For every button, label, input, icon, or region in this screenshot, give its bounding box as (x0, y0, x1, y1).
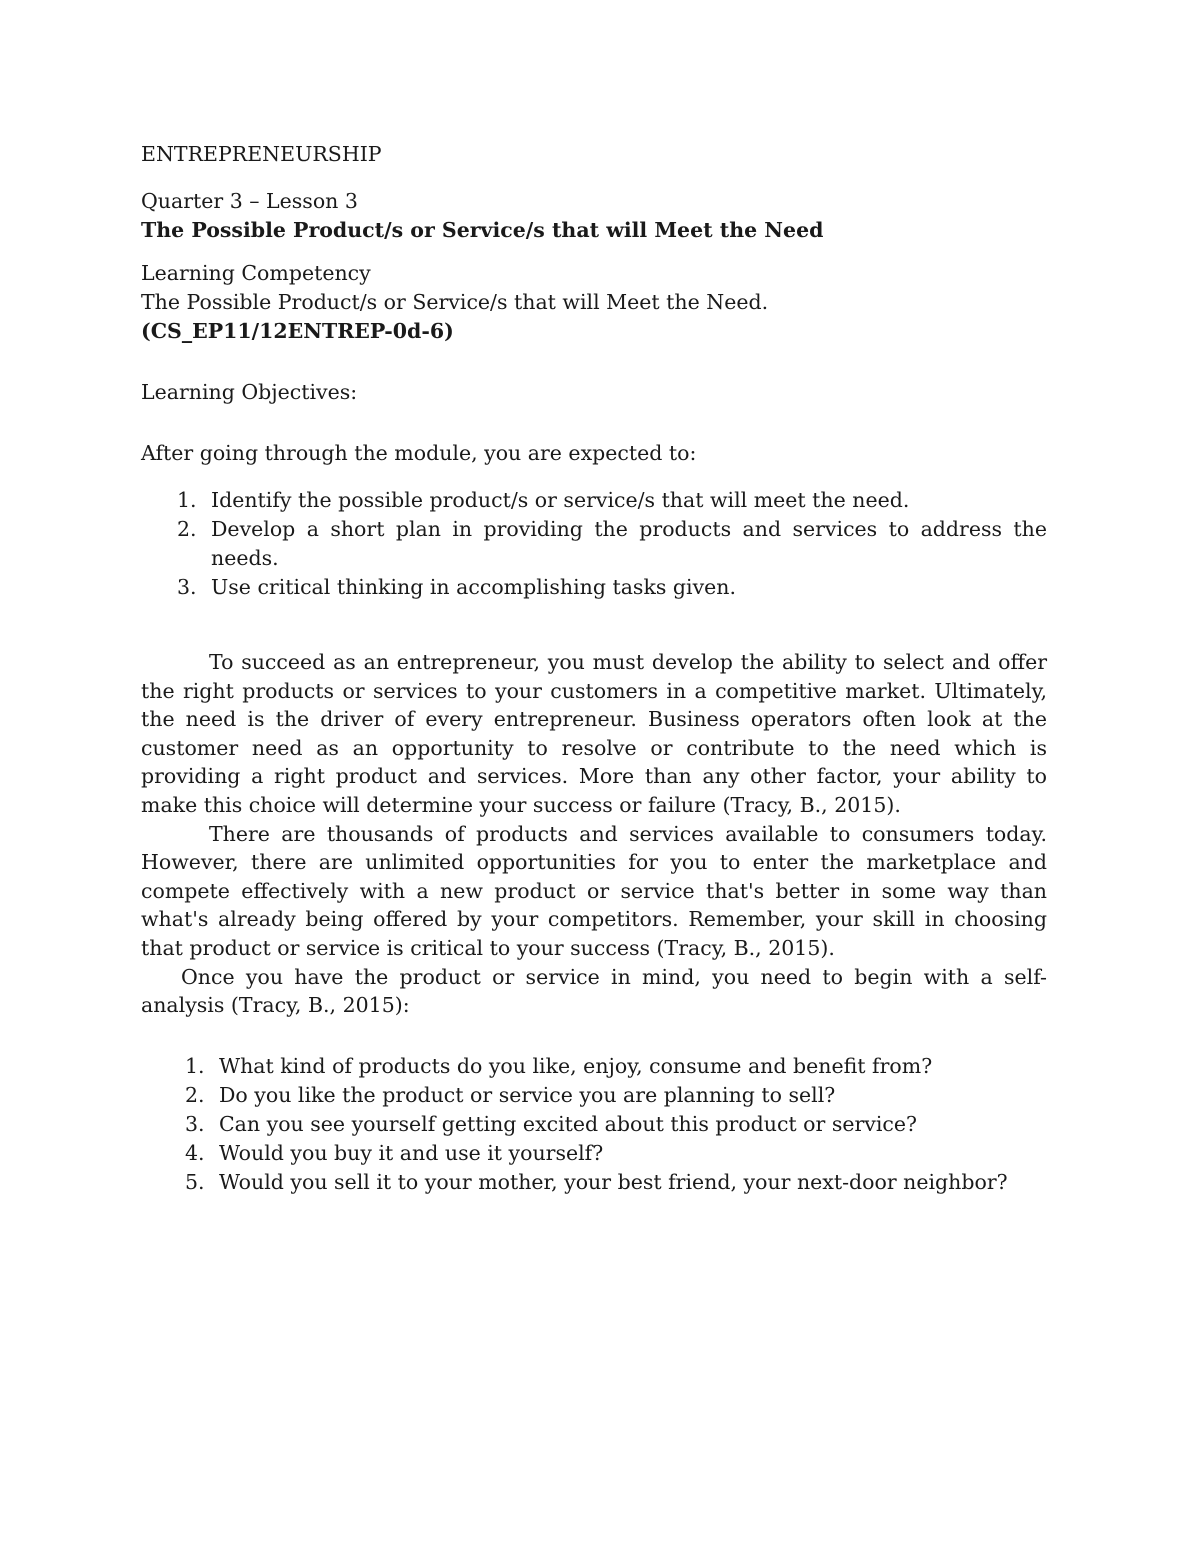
list-number: 4. (185, 1140, 205, 1165)
list-item (141, 1052, 1047, 1081)
document-page (141, 140, 1047, 1197)
list-number: 2. (185, 1082, 205, 1107)
list-number: 1. (177, 488, 197, 512)
list-item (141, 1110, 1047, 1139)
competency-code: (CS_EP11/12ENTREP-0d-6) (141, 319, 454, 343)
list-item (141, 486, 1047, 515)
objectives-list (141, 486, 1047, 602)
body-paragraph: Once you have the product or service in mind, you need to begin with a self-analysis (Tracy, B., 2015): (141, 964, 1047, 1018)
lesson-title: The Possible Product/s or Service/s that will Meet the Need (141, 218, 824, 242)
list-number: 3. (177, 575, 197, 599)
body-paragraph: There are thousands of products and services available to consumers today. However, there are unlimited opportunities for you to enter the marketplace and compete effectively with a new product or service that's better in some way than what's already being offered by your competitors. Remember, your skill in choosing that product or service is critical to your success (Tracy, B., 2015). (141, 821, 1047, 960)
list-item (141, 515, 1047, 573)
competency-text: The Possible Product/s or Service/s that will Meet the Need. (141, 290, 769, 314)
list-text: Can you see yourself getting excited about this product or service? (219, 1111, 918, 1136)
list-number: 5. (185, 1169, 205, 1194)
list-text: Use critical thinking in accomplishing tasks given. (211, 575, 737, 599)
list-text: Develop a short plan in providing the products and services to address the needs. (211, 517, 1047, 570)
self-analysis-questions (141, 1052, 1047, 1197)
list-text: Would you buy it and use it yourself? (219, 1140, 604, 1165)
quarter-lesson: Quarter 3 – Lesson 3 (141, 189, 358, 213)
objectives-heading: Learning Objectives: (141, 380, 358, 404)
body-paragraph: To succeed as an entrepreneur, you must develop the ability to select and offer the right products or services to your customers in a competitive market. Ultimately, the need is the driver of every entrepreneur. Business operators often look at the customer need as an opportunity to resolve or contribute to the need which is providing a right product and services. More than any other factor, your ability to make this choice will determine your success or failure (Tracy, B., 2015). (141, 650, 1047, 817)
list-text: Would you sell it to your mother, your best friend, your next-door neighbor? (219, 1169, 1008, 1194)
list-text: Identify the possible product/s or service/s that will meet the need. (211, 488, 910, 512)
list-text: What kind of products do you like, enjoy, consume and benefit from? (219, 1053, 933, 1078)
objectives-intro: After going through the module, you are expected to: (141, 441, 697, 465)
list-item (141, 1081, 1047, 1110)
list-number: 2. (177, 517, 197, 541)
list-item (141, 1139, 1047, 1168)
subject-heading: ENTREPRENEURSHIP (141, 142, 382, 166)
list-text: Do you like the product or service you are planning to sell? (219, 1082, 836, 1107)
list-number: 3. (185, 1111, 205, 1136)
list-item (141, 573, 1047, 602)
list-number: 1. (185, 1053, 205, 1078)
list-item (141, 1168, 1047, 1197)
competency-heading: Learning Competency (141, 261, 371, 285)
